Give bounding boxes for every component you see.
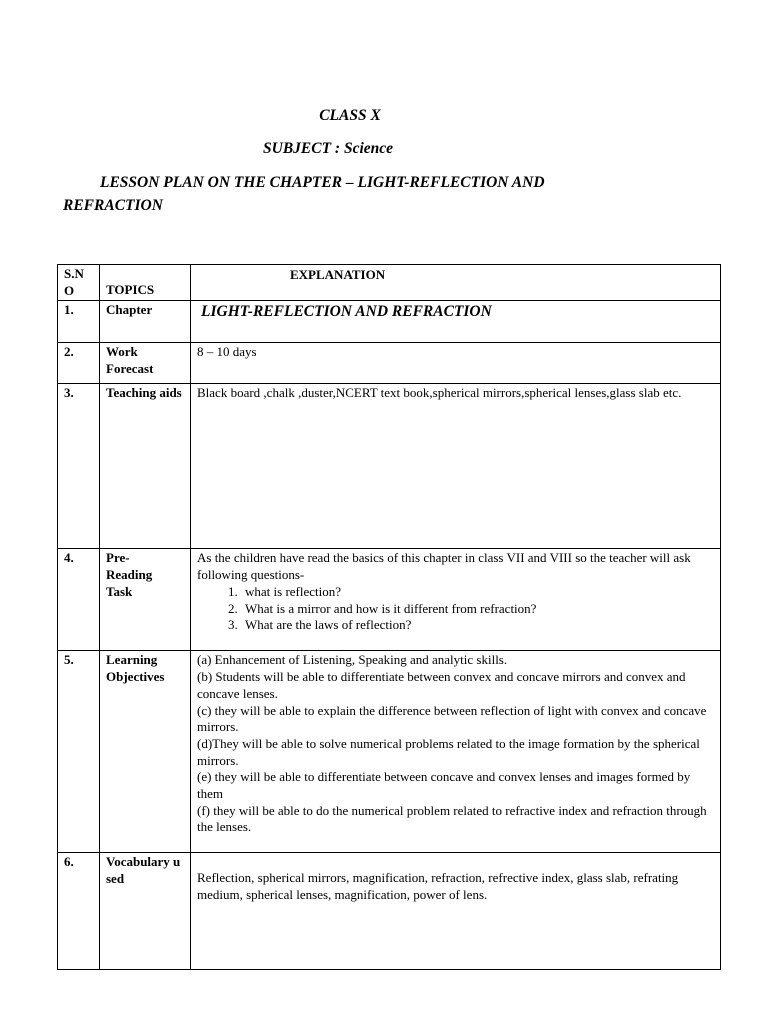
row-sno: 6.: [58, 853, 100, 970]
row-topic: Work Forecast: [100, 343, 191, 384]
chapter-title: LIGHT-REFLECTION AND REFRACTION: [201, 303, 492, 321]
list-item: 1. what is reflection?: [241, 584, 714, 601]
list-item: (d)They will be able to solve numerical problems related to the image formation by the spherical mirrors.: [197, 735, 700, 768]
table-row: [58, 301, 721, 343]
list-item: (e) they will be able to differentiate between concave and convex lenses and images formed by them: [197, 769, 691, 802]
explanation-header-label: EXPLANATION: [290, 267, 386, 282]
table-header-row: [58, 265, 721, 301]
lesson-title-line-1: LESSON PLAN ON THE CHAPTER – LIGHT-REFLECTION AND: [100, 174, 545, 191]
class-heading: CLASS X: [319, 107, 381, 124]
topics-header-label: TOPICS: [106, 282, 155, 297]
sno-header: S.N O: [58, 265, 100, 301]
table-row: [58, 853, 721, 970]
list-item: 2. What is a mirror and how is it different from refraction?: [241, 601, 714, 618]
pre-reading-intro: As the children have read the basics of this chapter in class VII and VIII so the teacher will ask following questions-: [197, 550, 691, 583]
list-item: 3. What are the laws of reflection?: [241, 617, 714, 634]
row-explanation: [191, 301, 721, 343]
vocabulary-text: Reflection, spherical mirrors, magnification, refraction, refrective index, glass slab, refrating medium, spherical lenses, magnification, power of lens.: [197, 870, 679, 903]
lesson-title-line-2: REFRACTION: [63, 197, 163, 214]
table-row: [58, 549, 721, 651]
row-topic: Teaching aids: [100, 384, 191, 549]
list-item: (b) Students will be able to differentiate between convex and concave mirrors and convex and concave lenses.: [197, 669, 686, 701]
table-row: [58, 384, 721, 549]
row-explanation: [191, 651, 721, 853]
question-list: [197, 584, 714, 634]
row-explanation: [191, 549, 721, 651]
row-explanation: 8 – 10 days: [191, 343, 721, 384]
row-sno: 3.: [58, 384, 100, 549]
row-sno: 1.: [58, 301, 100, 343]
row-topic: Vocabulary used: [100, 853, 191, 970]
row-topic: Learning Objectives: [100, 651, 191, 853]
table-row: [58, 343, 721, 384]
row-topic: Pre-Reading Task: [100, 549, 191, 651]
table-row: [58, 651, 721, 853]
row-topic: Chapter: [100, 301, 191, 343]
lesson-plan-table: [57, 264, 721, 970]
list-item: (a) Enhancement of Listening, Speaking and analytic skills.: [197, 652, 508, 668]
row-sno: 5.: [58, 651, 100, 853]
subject-heading: SUBJECT : Science: [263, 140, 394, 157]
row-explanation: Black board ,chalk ,duster,NCERT text book,spherical mirrors,spherical lenses,glass slab etc.: [191, 384, 721, 549]
explanation-header: [191, 265, 721, 301]
row-sno: 4.: [58, 549, 100, 651]
list-item: (f) they will be able to do the numerical problem related to refractive index and refraction through the lenses.: [197, 802, 707, 835]
topics-header: [100, 265, 191, 301]
row-sno: 2.: [58, 343, 100, 384]
list-item: (c) they will be able to explain the difference between reflection of light with convex and concave mirrors.: [197, 702, 707, 735]
row-explanation: [191, 853, 721, 970]
